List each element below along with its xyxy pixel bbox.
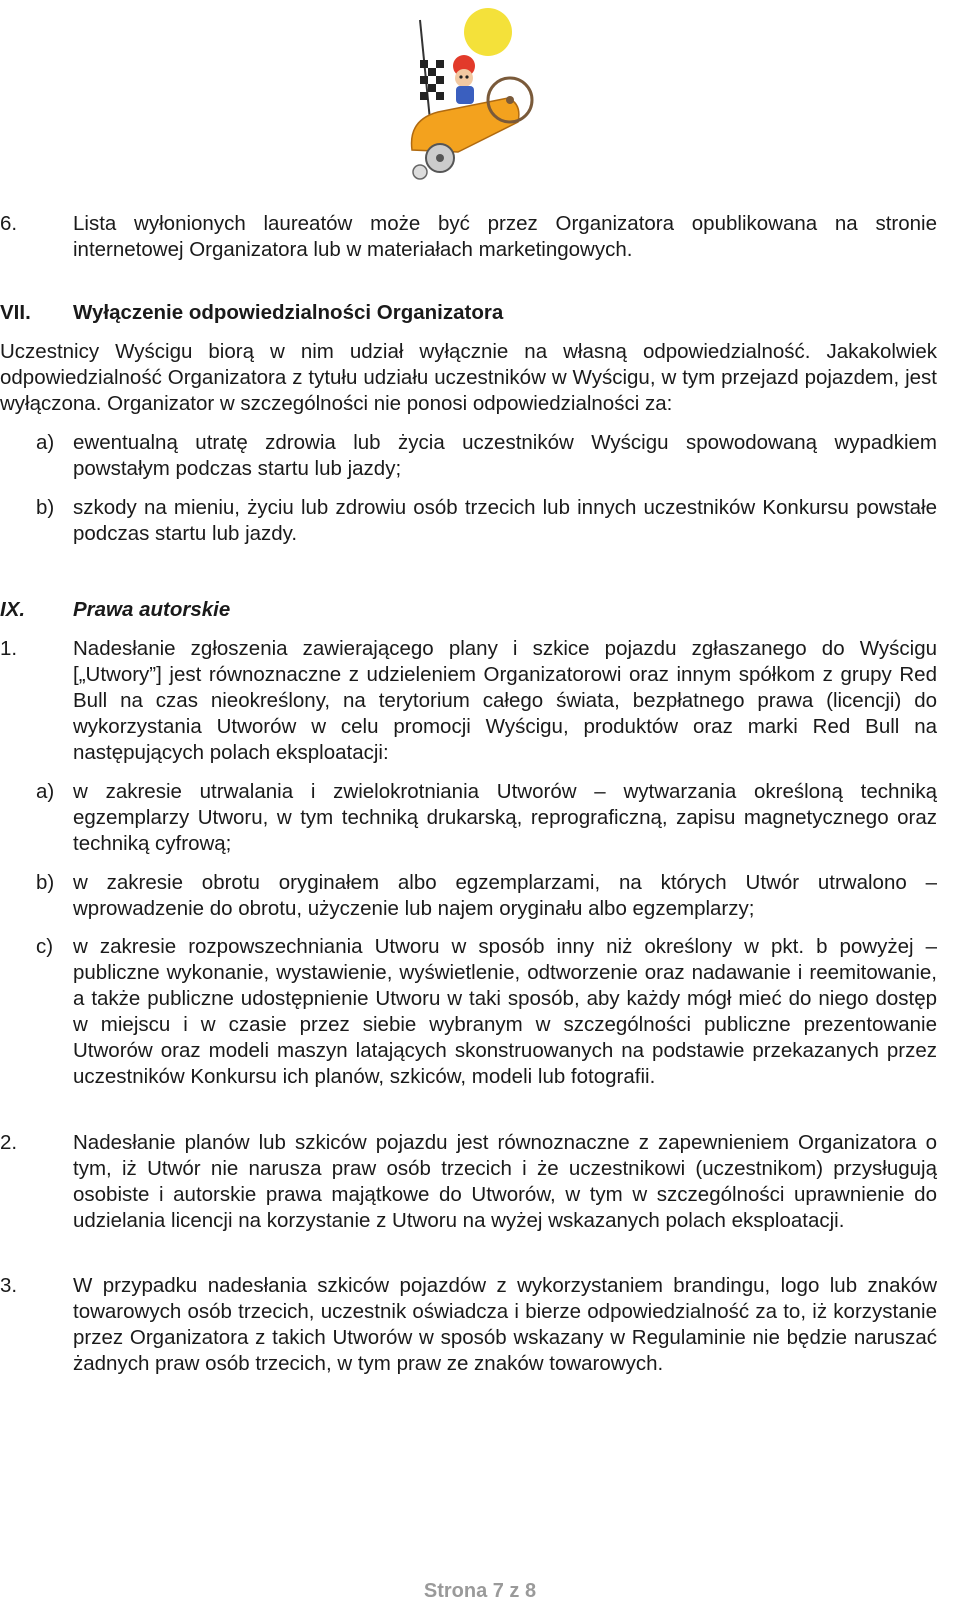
list-item-text: ewentualną utratę zdrowia lub życia uczestników Wyścigu spowodowaną wypadkiem powstałym podczas startu lub jazdy;: [73, 431, 937, 480]
list-item-number: 6.: [0, 212, 18, 235]
section-heading-vii: [0, 300, 960, 326]
list-item-label: b): [36, 871, 55, 894]
paragraph-text: Nadesłanie zgłoszenia zawierającego plany i szkice pojazdu zgłaszanego do Wyścigu [„Utwory”] jest równoznaczne z udzieleniem Organizatorowi oraz innym spółkom z grupy Red Bull na czas nieokreślony, na terytorium całego świata, bezpłatnego prawa (licencji) do wykorzystania Utworów w celu promocji Wyścigu, produktów oraz marki Red Bull na następujących polach eksploatacji:: [73, 637, 937, 764]
section-title: Wyłączenie odpowiedzialności Organizatora: [73, 301, 504, 324]
race-car-illustration: [398, 0, 538, 182]
list-item-text: szkody na mieniu, życiu lub zdrowiu osób trzecich lub innych uczestników Konkursu powstałe podczas startu lub jazdy.: [73, 496, 937, 545]
list-item-label: a): [36, 780, 55, 803]
list-item-text: w zakresie obrotu oryginałem albo egzemplarzami, na których Utwór utrwalono – wprowadzenie do obrotu, użyczenie lub najem oryginału albo egzemplarzy;: [73, 871, 937, 920]
list-item-label: a): [36, 431, 55, 454]
section-number: IX.: [0, 598, 26, 621]
paragraph-text: W przypadku nadesłania szkiców pojazdów z wykorzystaniem brandingu, logo lub znaków towarowych osób trzecich, uczestnik oświadcza i bierze odpowiedzialność za to, iż korzystanie przez Organizatora z takich Utworów w sposób wskazany w Regulaminie nie będzie naruszać żadnych praw osób trzecich, w tym praw ze znaków towarowych.: [73, 1274, 937, 1375]
section-number: VII.: [0, 301, 31, 324]
list-item-label: c): [36, 935, 54, 958]
paragraph-text: Uczestnicy Wyścigu biorą w nim udział wyłącznie na własną odpowiedzialność. Jakakolwiek odpowiedzialność Organizatora z tytułu udziału uczestników w Wyścigu, w tym przejazd pojazdem, jest wyłączona. Organizator w szczególności nie ponosi odpowiedzialności za:: [0, 340, 937, 415]
list-item-6: [0, 211, 960, 263]
paragraph-number: 1.: [0, 637, 18, 660]
section-heading-ix: [0, 597, 960, 623]
list-item-text: Lista wyłonionych laureatów może być przez Organizatora opublikowana na stronie internetowej Organizatora lub w materiałach marketingowych.: [73, 212, 937, 261]
paragraph-text: Nadesłanie planów lub szkiców pojazdu jest równoznaczne z zapewnieniem Organizatora o tym, iż Utwór nie narusza praw osób trzecich i że uczestnikowi (uczestnikom) przysługują osobiste i autorskie prawa majątkowe do Utworów, w tym w szczególności uprawnienie do udzielania licencji na korzystanie z Utworu na wyżej wskazanych polach eksploatacji.: [73, 1131, 937, 1232]
list-item-label: b): [36, 496, 55, 519]
page-footer: Strona 7 z 8: [423, 1580, 537, 1602]
paragraph-number: 2.: [0, 1131, 18, 1154]
paragraph-number: 3.: [0, 1274, 18, 1297]
list-item-text: w zakresie rozpowszechniania Utworu w sposób inny niż określony w pkt. b powyżej – publiczne wykonanie, wystawienie, wyświetlenie, odtworzenie oraz nadawanie i reemitowanie, a także publiczne udostępnienie Utworu w taki sposób, aby każdy mógł mieć do niego dostęp w miejscu i w czasie przez siebie wybranym w szczególności publiczne prezentowanie Utworów oraz modeli maszyn latających skonstruowanych na podstawie przekazanych przez uczestników Konkursu ich planów, szkiców, modeli lub fotografii.: [73, 935, 937, 1088]
list-item-text: w zakresie utrwalania i zwielokrotniania Utworów – wytwarzania określoną techniką egzemplarzy Utworu, w tym techniką drukarską, reprograficzną, zapisu magnetycznego oraz techniką cyfrową;: [73, 780, 937, 855]
section-title: Prawa autorskie: [73, 598, 231, 621]
